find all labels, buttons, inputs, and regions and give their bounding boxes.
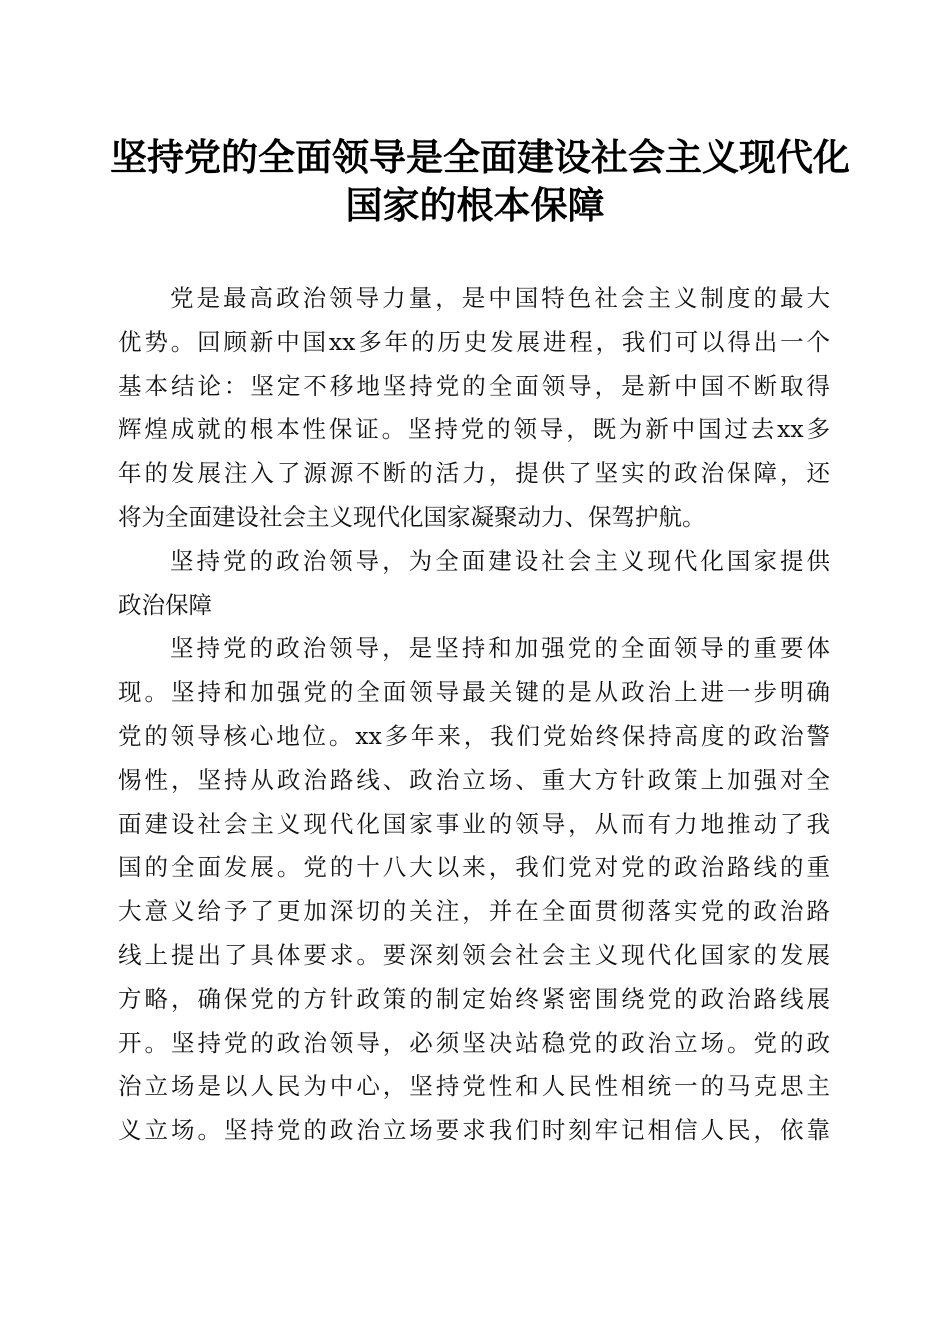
paragraph bbox=[118, 627, 830, 1153]
text-line: 政治保障 bbox=[118, 590, 212, 619]
text-line: 党的领导核心地位。xx多年来，我们党始终保持高度的政治警 bbox=[118, 721, 830, 750]
text-line: 党是最高政治领导力量，是中国特色社会主义制度的最大 bbox=[170, 284, 830, 312]
text-line: 辉煌成就的根本性保证。坚持党的领导，既为新中国过去xx多 bbox=[118, 415, 830, 444]
text-line: 开。坚持党的政治领导，必须坚决站稳党的政治立场。党的政 bbox=[118, 1028, 830, 1057]
title-line: 坚持党的全面领导是全面建设社会主义现代化 bbox=[110, 135, 850, 179]
text-line: 坚持党的政治领导，为全面建设社会主义现代化国家提供 bbox=[170, 546, 830, 575]
text-line: 坚持党的政治领导，是坚持和加强党的全面领导的重要体 bbox=[170, 634, 830, 663]
text-line: 国的全面发展。党的十八大以来，我们党对党的政治路线的重 bbox=[118, 853, 830, 882]
text-line: 面建设社会主义现代化国家事业的领导，从而有力地推动了我 bbox=[118, 809, 830, 838]
paragraph bbox=[118, 277, 830, 540]
text-line: 线上提出了具体要求。要深刻领会社会主义现代化国家的发展 bbox=[118, 940, 830, 969]
title-line: 国家的根本保障 bbox=[345, 183, 605, 227]
text-line: 大意义给予了更加深切的关注，并在全面贯彻落实党的政治路 bbox=[118, 897, 830, 926]
text-line: 现。坚持和加强党的全面领导最关键的是从政治上进一步明确 bbox=[118, 678, 830, 707]
paragraph bbox=[118, 540, 830, 628]
text-line: 方略，确保党的方针政策的制定始终紧密围绕党的政治路线展 bbox=[118, 984, 830, 1013]
text-line: 义立场。坚持党的政治立场要求我们时刻牢记相信人民，依靠 bbox=[118, 1116, 830, 1145]
text-line: 年的发展注入了源源不断的活力，提供了坚实的政治保障，还 bbox=[118, 459, 830, 488]
text-line: 优势。回顾新中国xx多年的历史发展进程，我们可以得出一个 bbox=[118, 327, 830, 356]
document-title bbox=[110, 133, 850, 229]
document-body bbox=[118, 277, 830, 1153]
text-line: 治立场是以人民为中心，坚持党性和人民性相统一的马克思主 bbox=[118, 1072, 830, 1101]
text-line: 基本结论：坚定不移地坚持党的全面领导，是新中国不断取得 bbox=[118, 371, 830, 400]
text-line: 将为全面建设社会主义现代化国家凝聚动力、保驾护航。 bbox=[118, 502, 706, 531]
text-line: 惕性，坚持从政治路线、政治立场、重大方针政策上加强对全 bbox=[118, 765, 830, 794]
